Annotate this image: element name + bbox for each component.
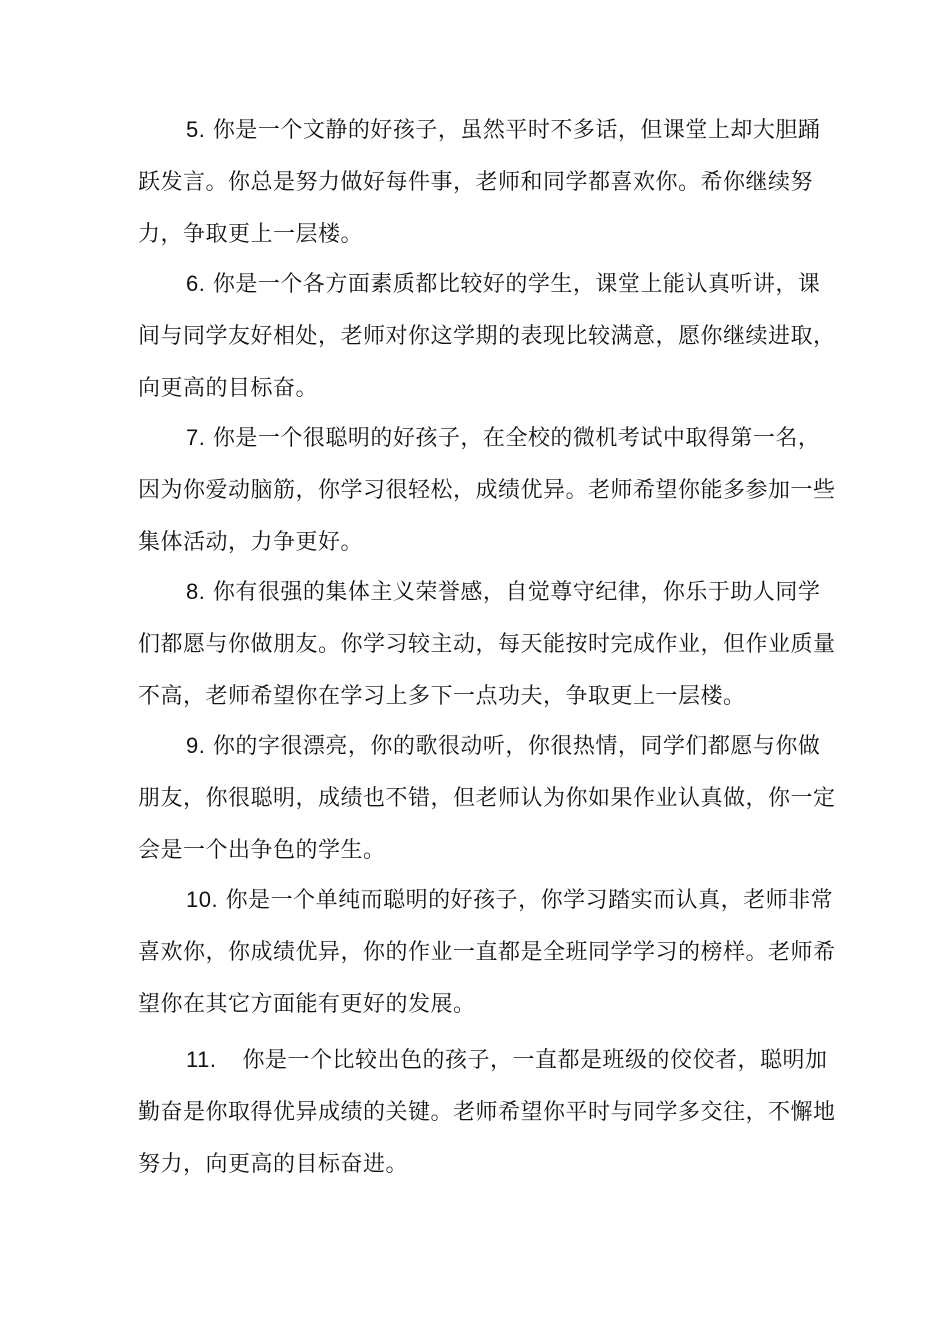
comment-paragraph-10 [138, 874, 838, 1031]
comment-paragraph-8 [138, 566, 838, 723]
paragraph-number: 6. [186, 271, 206, 296]
paragraph-text: 你有很强的集体主义荣誉感，自觉尊守纪律，你乐于助人同学们都愿与你做朋友。你学习较主动，每天能按时完成作业，但作业质量不高，老师希望你在学习上多下一点功夫，争取更上一层楼。 [138, 580, 836, 709]
paragraph-number: 11. [186, 1047, 217, 1072]
comment-paragraph-9 [138, 720, 838, 877]
paragraph-text: 你是一个比较出色的孩子，一直都是班级的佼佼者，聪明加勤奋是你取得优异成绩的关键。老师希望你平时与同学多交往，不懈地努力，向更高的目标奋进。 [138, 1048, 836, 1177]
comment-paragraph-6 [138, 258, 838, 415]
paragraph-text: 你是一个各方面素质都比较好的学生，课堂上能认真听讲，课间与同学友好相处，老师对你这学期的表现比较满意，愿你继续进取，向更高的目标奋。 [138, 272, 836, 401]
comment-paragraph-5 [138, 104, 838, 261]
paragraph-number: 10. [186, 887, 219, 912]
paragraph-number: 7. [186, 425, 206, 450]
comment-paragraph-11 [138, 1034, 838, 1191]
paragraph-text: 你的字很漂亮，你的歌很动听，你很热情，同学们都愿与你做朋友，你很聪明，成绩也不错，但老师认为你如果作业认真做，你一定会是一个出争色的学生。 [138, 734, 836, 863]
paragraph-text: 你是一个文静的好孩子，虽然平时不多话，但课堂上却大胆踊跃发言。你总是努力做好每件事，老师和同学都喜欢你。希你继续努力，争取更上一层楼。 [138, 118, 821, 247]
paragraph-number: 5. [186, 117, 206, 142]
comment-paragraph-7 [138, 412, 838, 569]
paragraph-number: 8. [186, 579, 206, 604]
paragraph-text: 你是一个单纯而聪明的好孩子，你学习踏实而认真，老师非常喜欢你，你成绩优异，你的作业一直都是全班同学学习的榜样。老师希望你在其它方面能有更好的发展。 [138, 888, 836, 1017]
paragraph-number: 9. [186, 733, 206, 758]
paragraph-text: 你是一个很聪明的好孩子，在全校的微机考试中取得第一名，因为你爱动脑筋，你学习很轻松，成绩优异。老师希望你能多参加一些集体活动，力争更好。 [138, 426, 836, 555]
